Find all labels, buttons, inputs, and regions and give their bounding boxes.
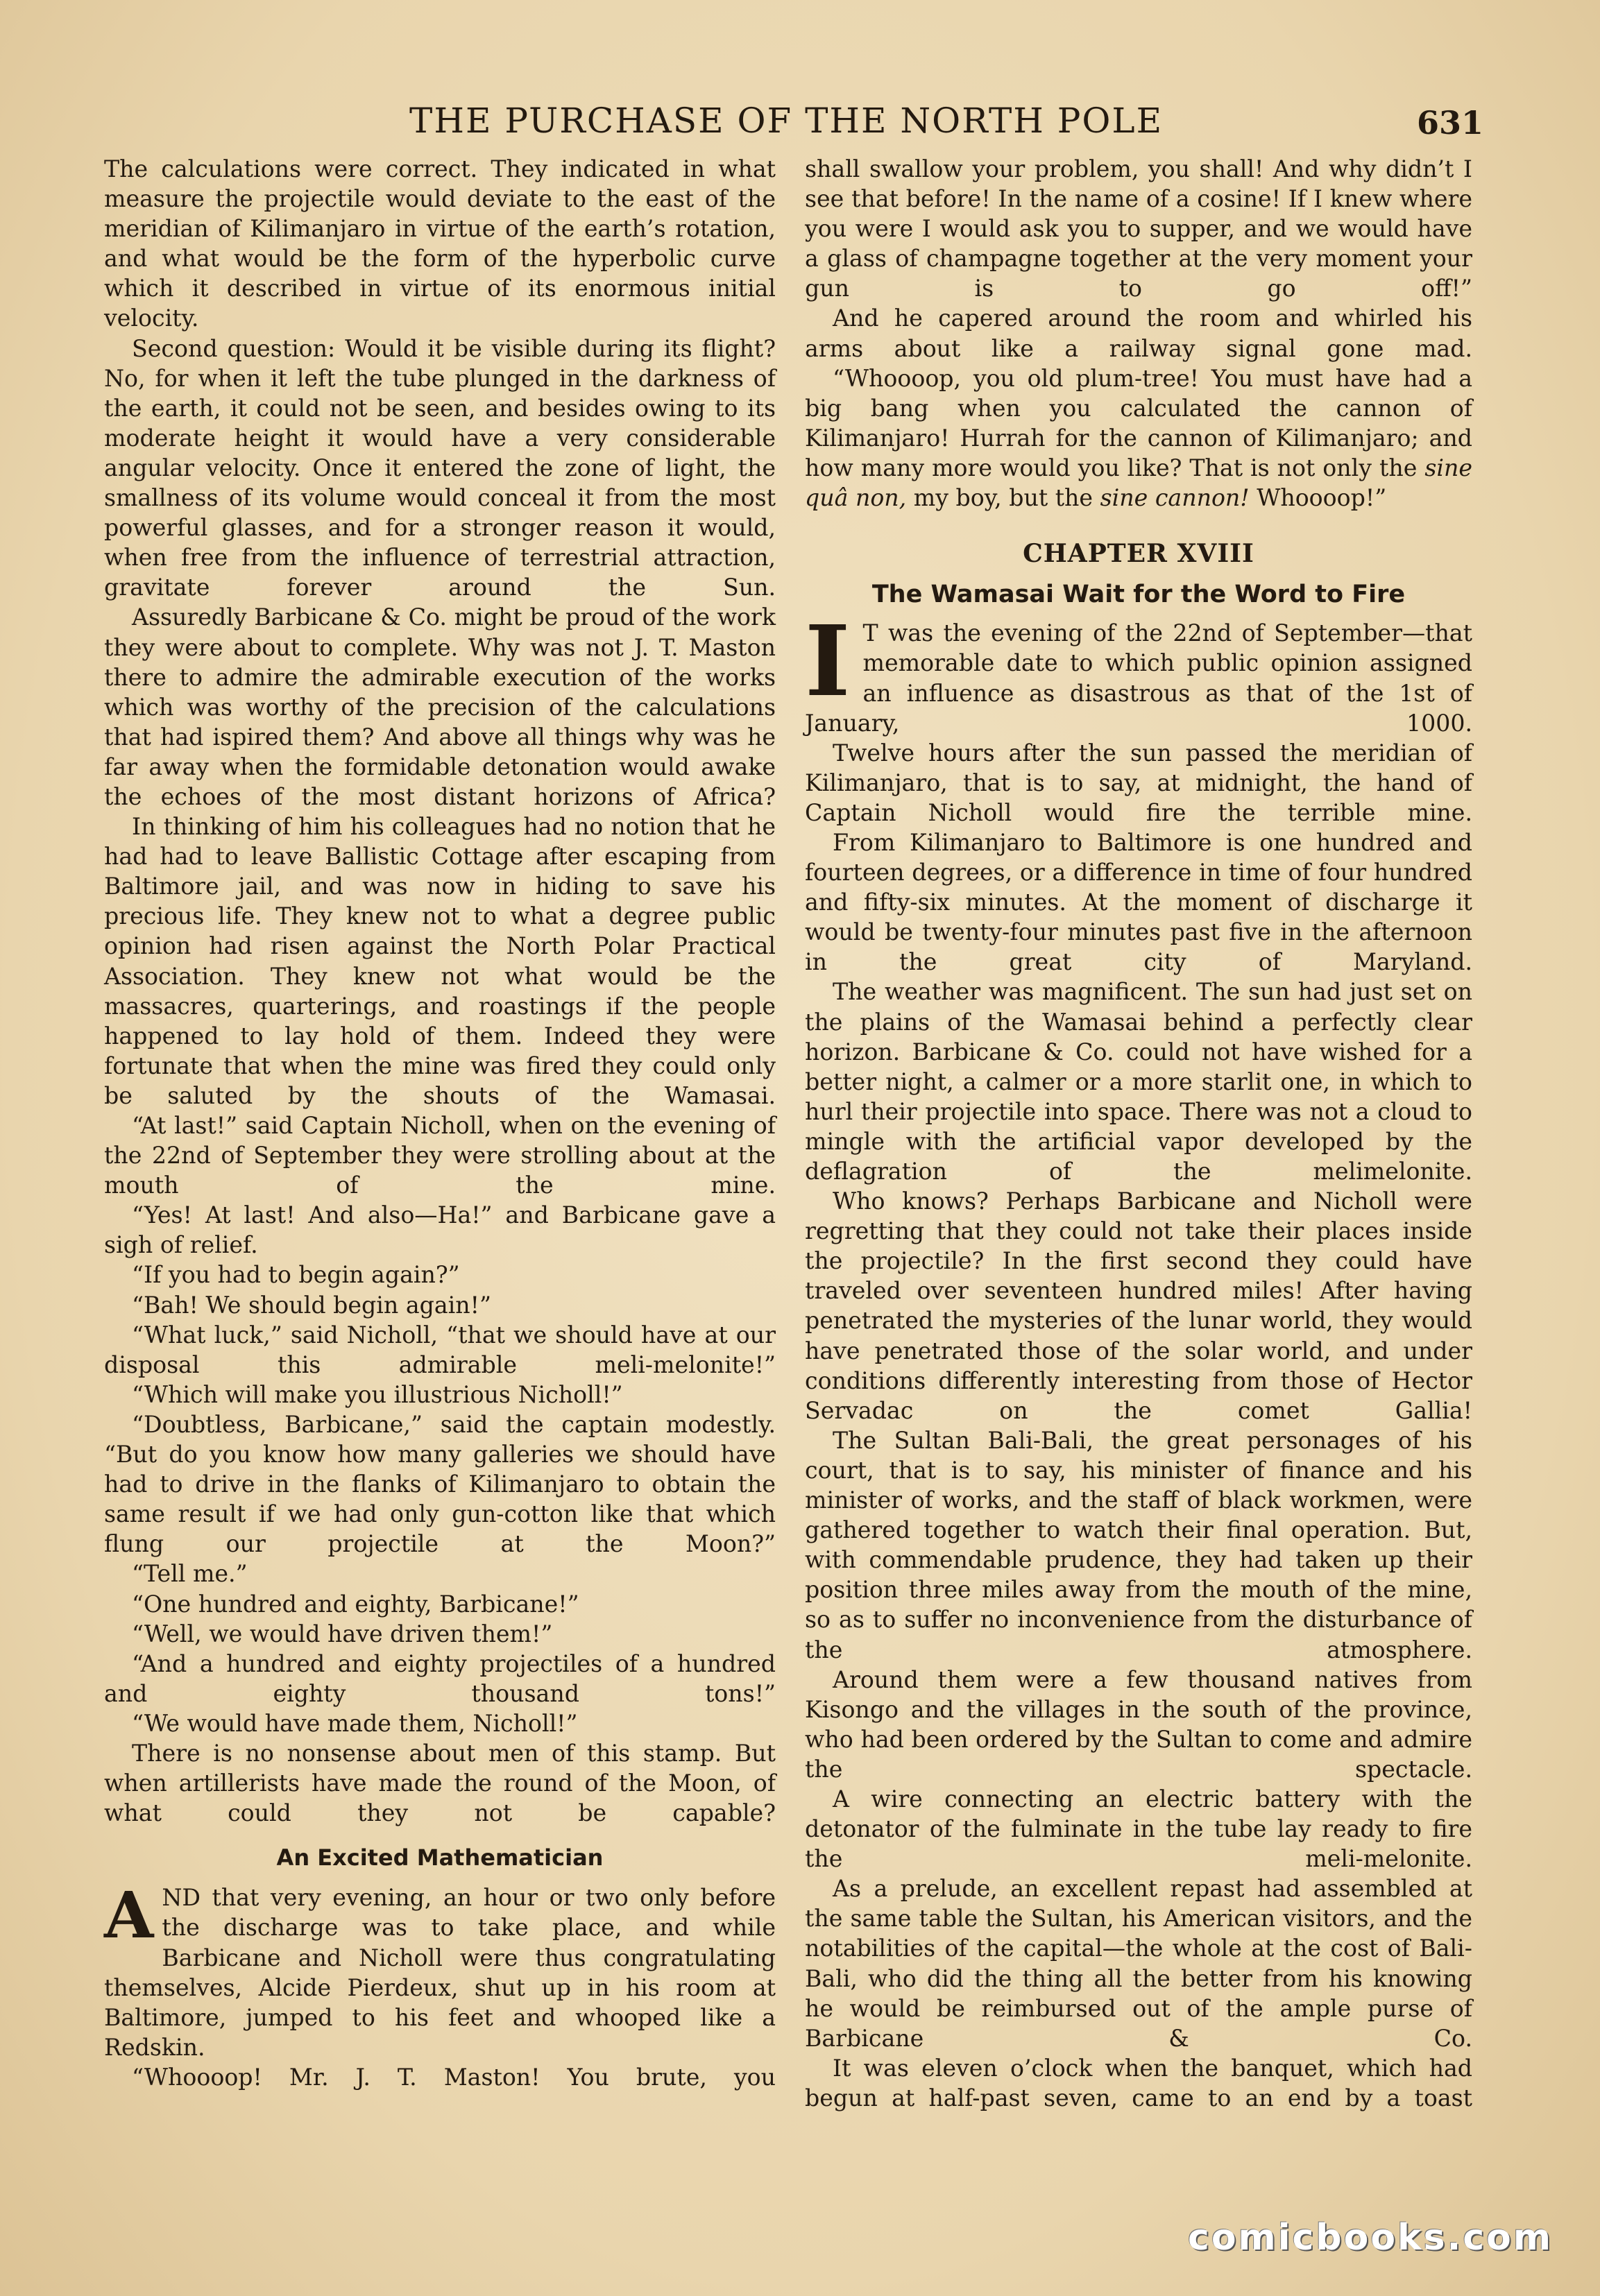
paragraph: “Well, we would have driven them!”: [132, 1620, 553, 1647]
paragraph: “Doubtless, Barbicane,” said the captain modestly. “But do you know how many galleries we should have had to drive in the flanks of Kilimanjaro to obtain the same result if we had only gun-cotton like that which flung our projectile at the Moon?”: [104, 1410, 776, 1558]
left-column: [104, 154, 776, 2092]
paragraph: “Bah! We should begin again!”: [132, 1291, 491, 1319]
paragraph: In thinking of him his colleagues had no notion that he had had to leave Ballistic Cottage after escaping from Baltimore jail, and was now in hiding to save his precious life. They knew not to what a degree public opinion had risen against the North Polar Practical Association. They knew not what would be the massacres, quarterings, and roastings if the people happened to lay hold of them. Indeed they were fortunate that when the mine was fired they could only be saluted by the shouts of the Wamasai.: [104, 813, 776, 1109]
paragraph: Around them were a few thousand natives from Kisongo and the villages in the south of the province, who had been ordered by the Sultan to come and admire the spectacle.: [805, 1665, 1472, 1783]
paragraph: Who knows? Perhaps Barbicane and Nicholl were regretting that they could not take their places inside the projectile? In the first second they could have traveled over seventeen hundred miles! After having penetrated the mysteries of the lunar world, they would have penetrated those of the solar world, and under conditions differently interesting from those of Hector Servadac on the comet Gallia!: [805, 1188, 1472, 1424]
paragraph: As a prelude, an excellent repast had assembled at the same table the Sultan, his American visitors, and the notabilities of the capital—the whole at the cost of Bali-Bali, who did the thing all the better from his knowing he would be reimbursed out of the ample purse of Barbicane & Co.: [805, 1875, 1472, 2052]
paragraph: The weather was magnificent. The sun had just set on the plains of the Wamasai behind a perfectly clear horizon. Barbicane & Co. could not have wished for a better night, a calmer or a more starlit one, in which to hurl their projectile into space. There was not a cloud to mingle with the artificial vapor developed by the deflagration of the melimelonite.: [805, 978, 1472, 1185]
text-run: Whoooop!”: [1249, 484, 1387, 512]
watermark-logo: comicbooks.com: [1188, 2217, 1554, 2259]
paragraph-text: ND that very evening, an hour or two only before the discharge was to take place, and while Barbicane and Nicholl were thus congratulating themselves, Alcide Pierdeux, shut up in his room at Baltimore, jumped to his feet and whooped like a Redskin.: [104, 1884, 776, 2061]
chapter-heading: CHAPTER XVIII: [1023, 539, 1254, 569]
page-number: 631: [1417, 104, 1484, 142]
drop-cap: I: [805, 605, 851, 719]
paragraph: Assuredly Barbicane & Co. might be proud of the work they were about to complete. Why was not J. T. Maston there to admire the admirable execution of the works which was worthy of the precision of the calculations that had ispired them? And above all things why was he far away when the formidable detonation would awake the echoes of the most distant horizons of Africa?: [104, 603, 776, 810]
right-column: [805, 154, 1472, 2113]
paragraph: “If you had to begin again?”: [132, 1261, 460, 1289]
section-heading: An Excited Mathematician: [276, 1844, 604, 1871]
paragraph: shall swallow your problem, you shall! And why didn’t I see that before! In the name of a cosine! If I knew where you were I would ask you to supper, and we would have a glass of champagne together at the very moment your gun is to go off!”: [805, 155, 1472, 302]
paragraph: And he capered around the room and whirled his arms about like a railway signal gone mad.: [805, 305, 1472, 362]
paragraph: Twelve hours after the sun passed the meridian of Kilimanjaro, that is to say, at midnight, the hand of Captain Nicholl would fire the terrible mine.: [805, 739, 1472, 826]
text-run: my boy, but the: [906, 484, 1100, 512]
paragraph: The calculations were correct. They indicated in what measure the projectile would deviate to the east of the meridian of Kilimanjaro in virtue of the earth’s rotation, and what would be the form of the hyperbolic curve which it described in virtue of its enormous initial velocity.: [104, 155, 776, 332]
chapter-title: The Wamasai Wait for the Word to Fire: [871, 581, 1406, 609]
paragraph: A wire connecting an electric battery with the detonator of the fulminate in the tube lay ready to fire the meli-melonite.: [805, 1785, 1472, 1873]
paragraph: “One hundred and eighty, Barbicane!”: [132, 1590, 579, 1618]
paragraph-text: T was the evening of the 22nd of September—that memorable date to which public opinion assigned an influence as disastrous as that of the 1st of January, 1000.: [805, 619, 1472, 737]
paragraph: “We would have made them, Nicholl!”: [132, 1709, 578, 1737]
paragraph: The Sultan Bali-Bali, the great personages of his court, that is to say, his minister of finance and his minister of works, and the staff of black workmen, were gathered together to watch their final operation. But, with commendable prudence, they had taken up their position three miles away from the mouth of the mine, so as to suffer no inconvenience from the disturbance of the atmosphere.: [805, 1426, 1472, 1663]
paragraph-with-dropcap: [104, 1878, 776, 2062]
text-run: “Whoooop, you old plum-tree! You must have had a big bang when you calculated the cannon of Kilimanjaro! Hurrah for the cannon of Kilimanjaro; and how many more would you like? That is not only the: [805, 364, 1472, 481]
paragraph: Second question: Would it be visible during its flight? No, for when it left the tube plunged in the darkness of the earth, it could not be seen, and besides owing to its moderate height it would have a very considerable angular velocity. Once it entered the zone of light, the smallness of its volume would conceal it from the most powerful glasses, and for a stronger reason it would, when free from the influence of terrestrial attraction, gravitate forever around the Sun.: [104, 334, 776, 601]
paragraph: “Which will make you illustrious Nicholl!”: [132, 1380, 623, 1408]
italic-text: sine quâ non,: [805, 454, 1472, 512]
paragraph-with-dropcap: [805, 605, 1472, 737]
paragraph: [805, 363, 1472, 513]
italic-text: sine cannon!: [1100, 484, 1250, 512]
paragraph: “At last!” said Captain Nicholl, when on the evening of the 22nd of September they were strolling about at the mouth of the mine.: [104, 1112, 776, 1199]
paragraph: From Kilimanjaro to Baltimore is one hundred and fourteen degrees, or a difference in time of four hundred and fifty-six minutes. At the moment of discharge it would be twenty-four minutes past five in the afternoon in the great city of Maryland.: [805, 828, 1472, 976]
paragraph: “Yes! At last! And also—Ha!” and Barbicane gave a sigh of relief.: [104, 1201, 776, 1259]
paragraph: “Whoooop! Mr. J. T. Maston! You brute, you: [132, 2063, 776, 2091]
paragraph: “Tell me.”: [132, 1560, 248, 1588]
drop-cap: A: [104, 1878, 154, 1953]
paragraph: “What luck,” said Nicholl, “that we should have at our disposal this admirable meli-melonite!”: [104, 1321, 776, 1378]
paragraph: “And a hundred and eighty projectiles of a hundred and eighty thousand tons!”: [104, 1650, 776, 1707]
paragraph: There is no nonsense about men of this stamp. But when artillerists have made the round of the Moon, of what could they not be capable?: [104, 1739, 776, 1827]
running-title: THE PURCHASE OF THE NORTH POLE: [409, 101, 1164, 141]
paragraph: It was eleven o’clock when the banquet, which had begun at half-past seven, came to an end by a toast: [805, 2054, 1472, 2111]
